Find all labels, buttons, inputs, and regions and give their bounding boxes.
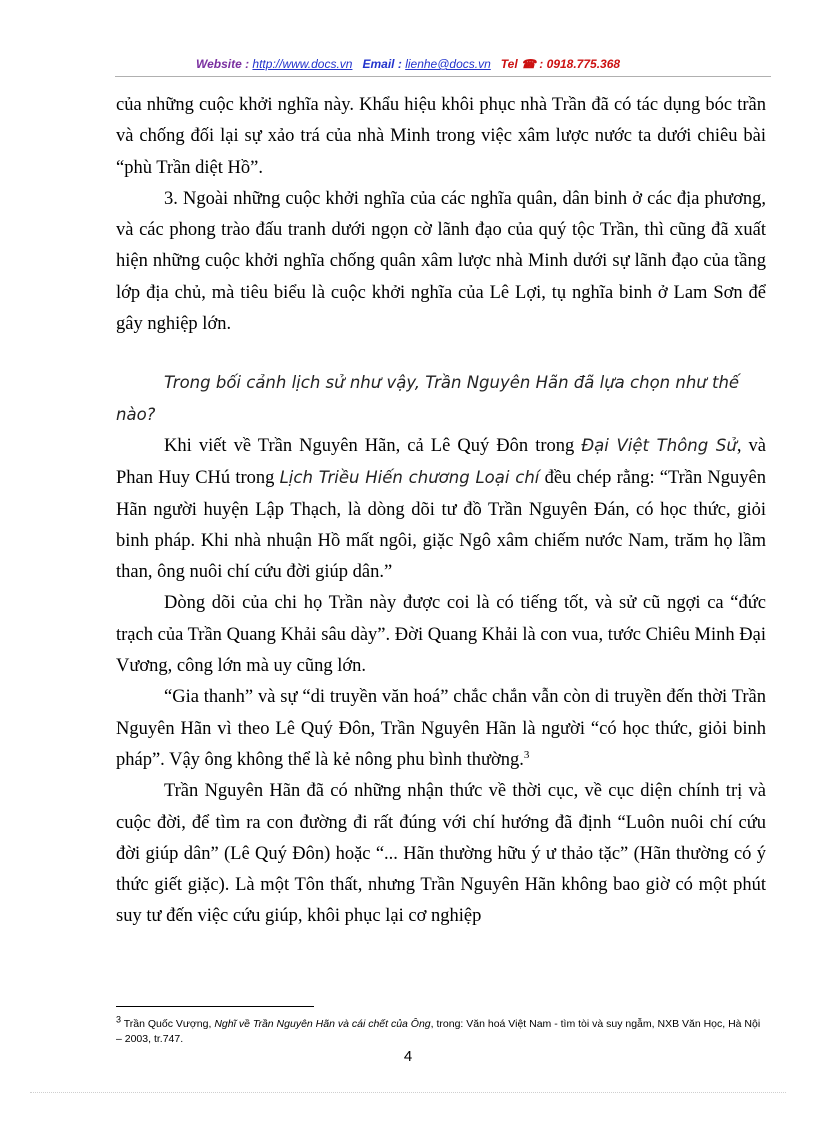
paragraph-spacer xyxy=(116,340,766,367)
paragraph-4: Dòng dõi của chi họ Trần này được coi là có tiếng tốt, và sử cũ ngợi ca “đức trạch của Trần Quang Khải sâu dày”. Đời Quang Khải là con vua, tước Chiêu Minh Đại Vương, công lớn mà uy cũng lớn. xyxy=(116,593,766,677)
section-question-line-1: Trong bối cảnh lịch sử như vậy, Trần Nguyên Hãn đã lựa chọn như thế xyxy=(164,373,740,393)
footnote-reference[interactable]: 3 xyxy=(523,748,530,761)
tel-label: Tel ☎ : xyxy=(500,57,544,71)
footnote-author: Trần Quốc Vượng, xyxy=(121,1018,215,1030)
paragraph-3-part-a: Khi viết về Trần Nguyên Hãn, cả Lê Quý Đôn trong xyxy=(164,435,582,456)
footnote xyxy=(116,1014,766,1047)
page-header xyxy=(0,57,816,71)
email-link[interactable]: lienhe@docs.vn xyxy=(405,57,491,71)
email-label: Email xyxy=(362,57,395,71)
paragraph-1: của những cuộc khởi nghĩa này. Khẩu hiệu khôi phục nhà Trần đã có tác dụng bóc trần và chống đối lại sự xảo trá của nhà Minh trong việc xâm lược nước ta dưới chiêu bài “phù Trần diệt Hồ”. xyxy=(116,95,766,178)
footnote-divider xyxy=(116,1006,314,1007)
paragraph-3 xyxy=(116,430,766,588)
email-separator: : xyxy=(394,57,402,71)
section-question-line-2: nào? xyxy=(116,404,156,424)
paragraph-2: 3. Ngoài những cuộc khởi nghĩa của các nghĩa quân, dân binh ở các địa phương, và các phong trào đấu tranh dưới ngọn cờ lãnh đạo của quý tộc Trần, thì cũng đã xuất hiện những cuộc khởi nghĩa chống quân xâm lược nhà Minh dưới sự lãnh đạo của tầng lớp địa chủ, mà tiêu biểu là cuộc khởi nghĩa của Lê Lợi, tụ nghĩa binh ở Lam Sơn để gây nghiệp lớn. xyxy=(116,188,766,335)
page-bottom-border xyxy=(30,1092,786,1093)
paragraph-3-part-b: , và Phan Huy CHú trong xyxy=(116,435,766,489)
paragraph-6: Trần Nguyên Hãn đã có những nhận thức về thời cục, về cục diện chính trị và cuộc đời, để tìm ra con đường đi rất đúng với chí hướng đã định “Luôn nuôi chí cứu đời giúp dân” (Lê Quý Đôn) hoặc “... Hãn thường hữu ý ư thảo tặc” (Hãn thường có ý thức giết giặc). Là một Tôn thất, nhưng Trần Nguyên Hãn không bao giờ có một phút suy tư đến việc cứu giúp, khôi phục lại cơ nghiệp xyxy=(116,781,766,927)
footnote-title: Nghĩ về Trần Nguyên Hãn và cái chết của Ông xyxy=(214,1018,431,1030)
paragraph-5 xyxy=(116,682,766,776)
header-divider xyxy=(115,76,771,77)
website-label: Website : xyxy=(195,57,250,71)
website-link[interactable]: http://www.docs.vn xyxy=(252,57,353,71)
paragraph-5-text: “Gia thanh” và sự “di truyền văn hoá” chắc chắn vẫn còn di truyền đến thời Trần Nguyên Hãn vì theo Lê Quý Đôn, Trần Nguyên Hãn là người “có học thức, giỏi binh pháp”. Vậy ông không thể là kẻ nông phu bình thường. xyxy=(116,687,766,770)
paragraph-3-part-c: đều chép rằng: “Trần Nguyên Hãn người huyện Lập Thạch, là dòng dõi tư đồ Trần Nguyên Đán, có học thức, giỏi binh pháp. Khi nhà nhuận Hồ mất ngôi, giặc Ngô xâm chiếm nước Nam, trăm họ lầm than, ông nuôi chí cứu đời giúp dân.” xyxy=(116,468,766,583)
footnote-source: , trong: Văn hoá Việt Nam - tìm tòi và suy ngẫm, NXB Văn Học, Hà Nội – 2003, tr.747. xyxy=(116,1018,761,1045)
tel-number: 0918.775.368 xyxy=(546,57,621,71)
book-title-dai-viet-thong-su: Đại Việt Thông Sử xyxy=(581,435,737,455)
page-number: 4 xyxy=(403,1048,413,1065)
body-text xyxy=(116,90,766,933)
book-title-lich-trieu: Lịch Triều Hiến chương Loại chí xyxy=(279,468,540,488)
footnote-number: 3 xyxy=(116,1014,122,1025)
